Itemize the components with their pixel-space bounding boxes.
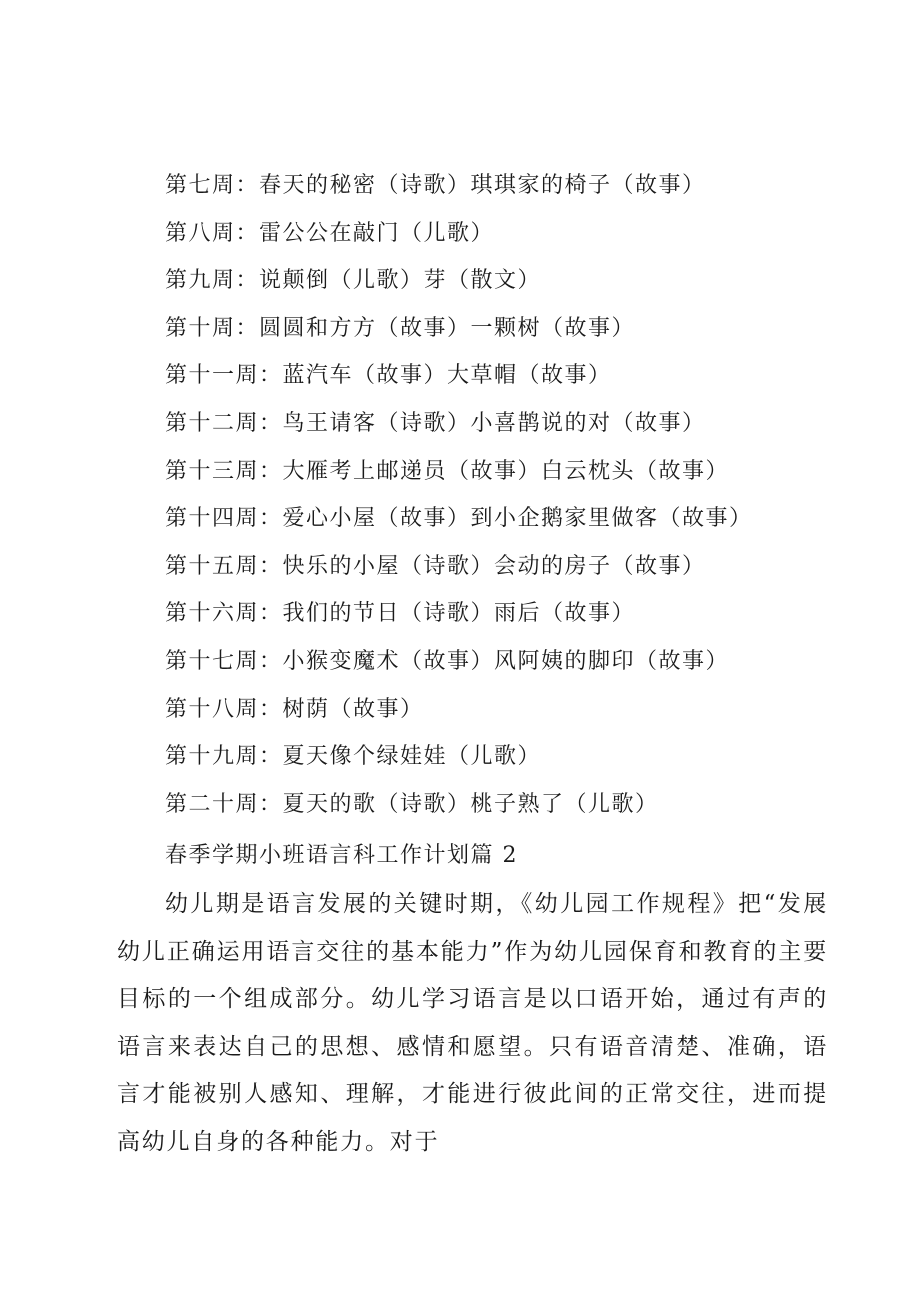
week-item: 第十九周：夏天像个绿娃娃（儿歌） bbox=[165, 744, 542, 770]
week-item: 第十七周：小猴变魔术（故事）风阿姨的脚印（故事） bbox=[165, 648, 730, 674]
week-item: 第十周：圆圆和方方（故事）一颗树（故事） bbox=[165, 315, 636, 341]
week-item: 第十三周：大雁考上邮递员（故事）白云枕头（故事） bbox=[165, 458, 730, 484]
week-item: 第十一周：蓝汽车（故事）大草帽（故事） bbox=[165, 363, 612, 389]
body-paragraph: 幼儿期是语言发展的关键时期，《幼儿园工作规程》把“发展幼儿正确运用语言交往的基本能力”作为幼儿园保育和教育的主要目标的一个组成部分。幼儿学习语言是以口语开始，通过有声的语言来表达自己的思想、感情和愿望。只有语音清楚、准确，语言才能被别人感知、理解，才能进行彼此间的正常交往，进而提高幼儿自身的各种能力。对于 bbox=[117, 891, 828, 1155]
week-item: 第十四周：爱心小屋（故事）到小企鹅家里做客（故事） bbox=[165, 506, 753, 532]
week-item: 第十五周：快乐的小屋（诗歌）会动的房子（故事） bbox=[165, 553, 706, 579]
week-item: 第十六周：我们的节日（诗歌）雨后（故事） bbox=[165, 601, 636, 627]
week-item: 第二十周：夏天的歌（诗歌）桃子熟了（儿歌） bbox=[165, 791, 659, 817]
week-item: 第八周：雷公公在敲门（儿歌） bbox=[165, 220, 495, 246]
section-title: 春季学期小班语言科工作计划篇 2 bbox=[165, 843, 518, 868]
week-item: 第十八周：树荫（故事） bbox=[165, 696, 424, 722]
weekly-schedule-list bbox=[165, 166, 865, 832]
week-item: 第七周：春天的秘密（诗歌）琪琪家的椅子（故事） bbox=[165, 173, 706, 198]
week-item: 第九周：说颠倒（儿歌）芽（散文） bbox=[165, 268, 542, 294]
week-item: 第十二周：鸟王请客（诗歌）小喜鹊说的对（故事） bbox=[165, 410, 706, 436]
